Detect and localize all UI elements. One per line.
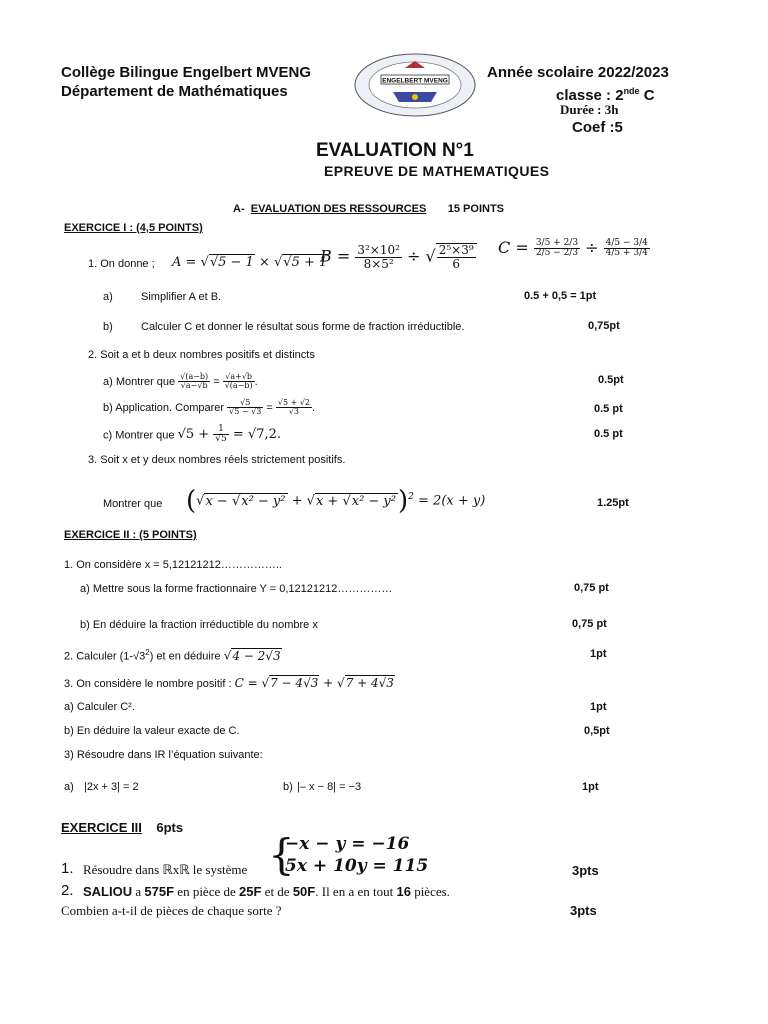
ex1-q2c-points: 0.5 pt	[594, 428, 623, 440]
ex1-q2b: b) Application. Comparer $\frac{√5}{√5 - √3}$ = $\frac{√5 + √2}{√3}$ .	[103, 398, 316, 417]
ex2-q1-text: 1. On considère x = 5,12121212……………..	[64, 559, 282, 571]
ex1-q1-label: 1. On donne ;	[88, 258, 155, 270]
school-year: Année scolaire 2022/2023	[487, 64, 669, 81]
ex2-q1b-points: 0,75 pt	[572, 618, 607, 630]
ex3-q1-number: 1.	[61, 860, 74, 877]
ex3-q2-text: SALIOU a 575F en pièce de 25F et de 50F. Il en a en tout 16 pièces.	[83, 884, 450, 899]
equation-a-label: a)	[64, 781, 74, 793]
ex1-q2b-points: 0.5 pt	[594, 403, 623, 415]
ex2-q3a-text: a) Calculer C².	[64, 701, 135, 713]
equation-a: |2x + 3| = 2	[84, 781, 139, 793]
ex3-q2-question: Combien a-t-il de pièces de chaque sorte ?	[61, 903, 282, 918]
system-brace: {	[268, 830, 295, 879]
duration: Durée : 3h	[560, 102, 619, 117]
ex2-eq-points: 1pt	[582, 781, 599, 793]
expression-c: C = $\frac{3/5 + 2/3}{2/5 - 2/3}$ ÷ $\frac{4/5 - 3/4}{4/5 + 3/4}$	[498, 237, 648, 258]
ex1-q2a-points: 0.5pt	[598, 374, 624, 386]
ex1-q3-text: 3. Soit x et y deux nombres réels strictement positifs.	[88, 454, 346, 466]
ex2-q3-text: 3. On considère le nombre positif : C = √7 − 4√3 + √7 + 4√3	[64, 676, 394, 690]
section-heading: A- EVALUATION DES RESSOURCES 15 POINTS	[233, 203, 505, 215]
department-name: Département de Mathématiques	[61, 83, 288, 100]
ex3-q2-number: 2.	[61, 882, 74, 899]
school-name: Collège Bilingue Engelbert MVENG	[61, 64, 312, 81]
ex2-q3b-points: 0,5pt	[584, 725, 610, 737]
ex1-q1a-number: a)	[103, 291, 113, 303]
ex2-q3c-text: 3) Résoudre dans IR l’équation suivante:	[64, 749, 263, 761]
ex2-q3a-points: 1pt	[590, 701, 607, 713]
expression-b: B = $\frac{\text{3²×10²}}{\text{8×5²}}$ ÷ √ $\frac{\text{2⁵×3⁹}}{6}$	[320, 243, 477, 270]
ex1-q1b-points: 0,75pt	[588, 320, 620, 332]
ex3-q1-points: 3pts	[572, 863, 599, 878]
ex1-q2-text: 2. Soit a et b deux nombres positifs et distincts	[88, 349, 315, 361]
system-line-2: 5x + 10y = 115	[285, 856, 429, 876]
ex1-q1b-number: b)	[103, 321, 113, 333]
ex2-q2-points: 1pt	[590, 648, 607, 660]
ex1-q2c: c) Montrer que √5 + $\frac{1}{√5}$ = √7,2.	[103, 424, 282, 445]
ex3-q1-text: Résoudre dans ℝxℝ le système	[83, 862, 248, 877]
ex1-q2a: a) Montrer que $\frac{√(a-b)}{√a-√b}$ = $\frac{√a+√b}{√(a-b)}$ .	[103, 372, 258, 391]
class-label: classe : 2nde C	[556, 86, 655, 104]
expression-identity: $(√x - √x^2 - y^2 + √x + √x^2 - y^2)^2 = 2(x + y)$	[186, 486, 486, 516]
expression-a: A = √√5 − 1 × √√5 + 1	[172, 255, 328, 270]
ex2-q1a-text: a) Mettre sous la forme fractionnaire Y = 0,12121212……………	[80, 583, 393, 595]
system-line-1: −x − y = −16	[285, 834, 410, 854]
ex1-q3-points: 1.25pt	[597, 497, 629, 509]
ex1-q1a-points: 0.5 + 0,5 = 1pt	[524, 290, 597, 302]
exercise-2-title: EXERCICE II : (5 POINTS)	[64, 529, 197, 541]
svg-text:ENGELBERT MVENG: ENGELBERT MVENG	[382, 77, 448, 85]
ex2-q3b-text: b) En déduire la valeur exacte de C.	[64, 725, 240, 737]
exercise-3-title: EXERCICE III 6pts	[61, 820, 184, 835]
exam-title: EVALUATION N°1	[316, 140, 474, 161]
school-logo	[353, 52, 477, 118]
ex1-q3-show: Montrer que	[103, 498, 163, 510]
ex2-q2-text: 2. Calculer $(1-√3^2)$ et en déduire √4 − 2√3	[64, 648, 281, 663]
ex1-q1a-text: Simplifier A et B.	[141, 291, 222, 303]
equation-b-label: b)	[283, 781, 293, 793]
ex1-q1b-text: Calculer C et donner le résultat sous forme de fraction irréductible.	[141, 321, 465, 333]
equation-b: |– x − 8| = −3	[297, 781, 362, 793]
ex3-q2-points: 3pts	[570, 903, 597, 918]
exercise-1-title: EXERCICE I : (4,5 POINTS)	[64, 222, 203, 234]
ex2-q1a-points: 0,75 pt	[574, 582, 609, 594]
exam-subtitle: EPREUVE DE MATHEMATIQUES	[324, 163, 550, 179]
ex2-q1b-text: b) En déduire la fraction irréductible du nombre x	[80, 619, 318, 631]
coefficient: Coef :5	[572, 119, 623, 136]
